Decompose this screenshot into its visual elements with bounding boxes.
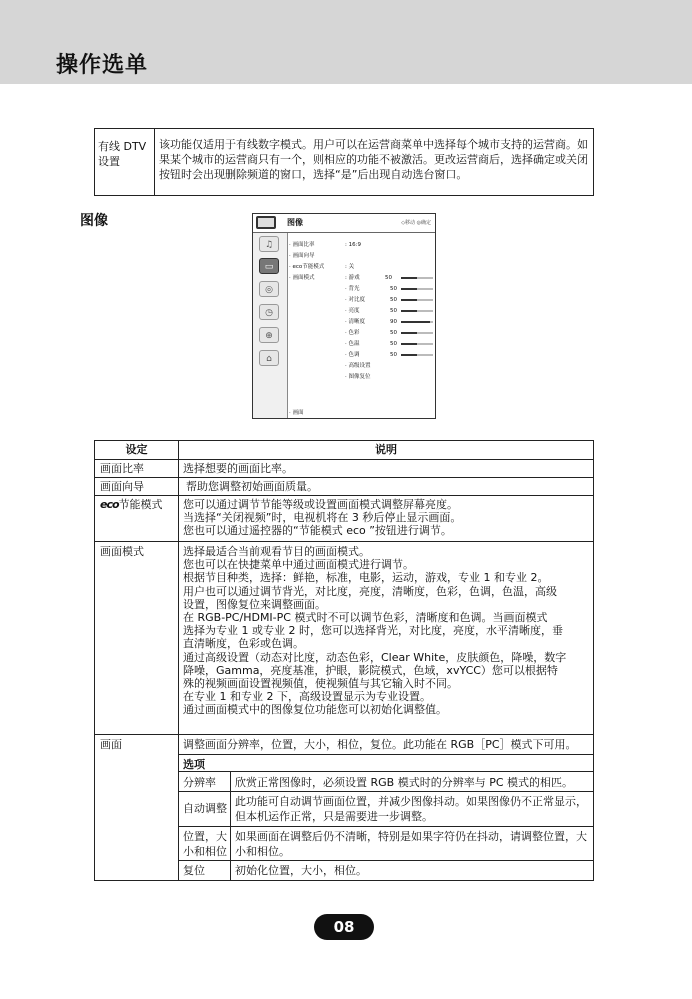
- page-title: 操作选单: [56, 53, 149, 78]
- menu-header: [253, 214, 435, 233]
- options-subtable: [179, 754, 593, 880]
- slider-bar[interactable]: [401, 354, 433, 356]
- setting-value: 50: [390, 297, 397, 303]
- setting-name: · 色温: [345, 341, 360, 347]
- setting-value: 50: [390, 286, 397, 292]
- page-header: [0, 0, 692, 84]
- dtv-description: 该功能仅适用于有线数字模式。用户可以在运营商菜单中选择每个城市支持的运营商。如果某个城市的运营商只有一个，则相应的功能不被激活。更改运营商后，选择确定或关闭按钮时会出现删除频道的窗口，选择“是”后出现自动选台窗口。: [159, 138, 588, 181]
- row-label-wizard: 画面向导: [100, 480, 144, 493]
- setting-value: 50: [390, 341, 397, 347]
- menu-setting-row[interactable]: [345, 317, 397, 328]
- menu-row[interactable]: · 高级设置: [345, 363, 371, 369]
- slider-fill: [401, 299, 417, 301]
- menu-hint: ◇移动 ◎确定: [401, 220, 431, 226]
- option-text: 初始化位置，大小，相位。: [235, 864, 367, 877]
- section-title: 图像: [80, 213, 108, 229]
- disc-icon[interactable]: ◎: [259, 281, 279, 297]
- menu-body: · 画面比率 : 16:9 · 画面向导 · eco节能模式 : 关 · 画面模式 : 游戏 50 · 背光 50 · 对比度 50 · 亮度 50 · 清晰度 90 · 色彩 50 · 色温 50 · 色调 50 · 高级设置 · 图像复位 · 画面: [289, 234, 435, 418]
- row-label-aspect: 画面比率: [100, 462, 144, 475]
- options-header: 选项: [183, 758, 205, 771]
- row-text-screen: 调整画面分辨率，位置，大小，相位，复位。此功能在 RGB［PC］模式下可用。: [183, 738, 577, 751]
- menu-setting-row[interactable]: [345, 339, 397, 350]
- slider-fill: [401, 354, 417, 356]
- option-text: 此功能可自动调节画面位置，并减少图像抖动。如果图像仍不正常显示，但本机运作正常，只是需要进一步调整。: [235, 795, 587, 823]
- table-header-setting: 设定: [125, 443, 148, 456]
- setting-value: 90: [390, 319, 397, 325]
- row-text-eco: 您可以通过调节节能等级或设置画面模式调整屏幕亮度。 当选择“关闭视频”时，电视机将在 3 秒后停止显示画面。 您也可以通过遥控器的“节能模式 eco ”按钮进行调节。: [183, 498, 462, 538]
- slider-bar[interactable]: [401, 277, 433, 279]
- row-text-aspect: 选择想要的画面比率。: [183, 462, 293, 475]
- setting-name: · 背光: [345, 286, 360, 292]
- eco-icon: eco: [100, 498, 119, 511]
- option-label: 位置，大小和相位: [183, 830, 227, 858]
- home-icon[interactable]: ⌂: [259, 350, 279, 366]
- menu-row[interactable]: · 图像复位: [345, 374, 371, 380]
- slider-bar[interactable]: [401, 321, 433, 323]
- slider-fill: [401, 277, 417, 279]
- row-label-screen: 画面: [100, 738, 122, 751]
- page-number: 08: [314, 914, 374, 940]
- option-label: 自动调整: [183, 802, 227, 815]
- menu-setting-row[interactable]: [345, 295, 397, 306]
- setting-name: · 清晰度: [345, 319, 365, 325]
- music-icon[interactable]: ♫: [259, 236, 279, 252]
- tv-icon: [256, 216, 276, 229]
- menu-setting-row[interactable]: [345, 328, 397, 339]
- setting-name: · 色调: [345, 352, 360, 358]
- slider-fill: [401, 343, 417, 345]
- menu-bottom-item[interactable]: · 画面: [289, 410, 304, 416]
- option-label: 分辨率: [183, 776, 216, 789]
- clock-icon[interactable]: ◷: [259, 304, 279, 320]
- setting-value: 50: [390, 330, 397, 336]
- menu-setting-row[interactable]: [345, 350, 397, 361]
- menu-title: 图像: [287, 218, 303, 227]
- option-text: 如果画面在调整后仍不清晰，特别是如果字符仍在抖动，请调整位置，大小和相位。: [235, 830, 587, 858]
- dtv-settings-box: [94, 128, 594, 196]
- setting-name: · 对比度: [345, 297, 365, 303]
- slider-fill: [401, 321, 430, 323]
- slider-fill: [401, 310, 417, 312]
- settings-table: [94, 440, 594, 881]
- menu-setting-row[interactable]: [345, 306, 397, 317]
- slider-bar[interactable]: [401, 343, 433, 345]
- row-text-wizard: 帮助您调整初始画面质量。: [186, 480, 318, 493]
- menu-sidebar: [253, 233, 288, 418]
- setting-name: · 色彩: [345, 330, 360, 336]
- option-text: 欣赏正常图像时，必须设置 RGB 模式时的分辨率与 PC 模式的相匹。: [235, 776, 574, 789]
- option-label: 复位: [183, 864, 205, 877]
- row-label-picture-mode: 画面模式: [100, 545, 144, 558]
- slider-bar[interactable]: [401, 310, 433, 312]
- slider-fill: [401, 332, 417, 334]
- slider-bar[interactable]: [401, 299, 433, 301]
- setting-value: 50: [390, 308, 397, 314]
- row-text-picture-mode: 选择最适合当前观看节目的画面模式。 您也可以在快捷菜单中通过画面模式进行调节。 根据节目种类，选择：鲜艳，标准，电影，运动，游戏，专业 1 和专业 2。 用户也可以通过调节背光，对比度，亮度，清晰度，色彩，色调，色温，高级 设置，图像复位来调整画面。 在 RGB-PC/HDMI-PC 模式时不可以调节色彩，清晰度和色调。当画面模式 选择为专业 1 或专业 2 时，您可以选择背光，对比度，亮度，水平清晰度，垂 直清晰度，色彩或色调。 通过高级设置（动态对比度，动态色彩，Clear White，皮肤颜色，降噪，数字 降噪，Gamma，亮度基准，护眼，影院模式，色域，xvYCC）您可以根据特 殊的视频画面设置视频值，使视频值与其它输入时不同。 在专业 1 和专业 2 下，高级设置显示为专业设置。 通过画面模式中的图像复位功能您可以初始化调整值。: [183, 545, 567, 717]
- setting-name: · 亮度: [345, 308, 360, 314]
- table-header-desc: 说明: [375, 443, 397, 456]
- globe-icon[interactable]: ⊕: [259, 327, 279, 343]
- menu-setting-row[interactable]: [345, 284, 397, 295]
- slider-bar[interactable]: [401, 288, 433, 290]
- dtv-label: 有线 DTV 设置: [95, 129, 155, 195]
- setting-value: 50: [390, 352, 397, 358]
- slider-bar[interactable]: [401, 332, 433, 334]
- picture-icon[interactable]: ▭: [259, 258, 279, 274]
- picture-menu-screenshot: [252, 213, 436, 419]
- slider-fill: [401, 288, 417, 290]
- row-label-eco: eco节能模式: [100, 498, 163, 511]
